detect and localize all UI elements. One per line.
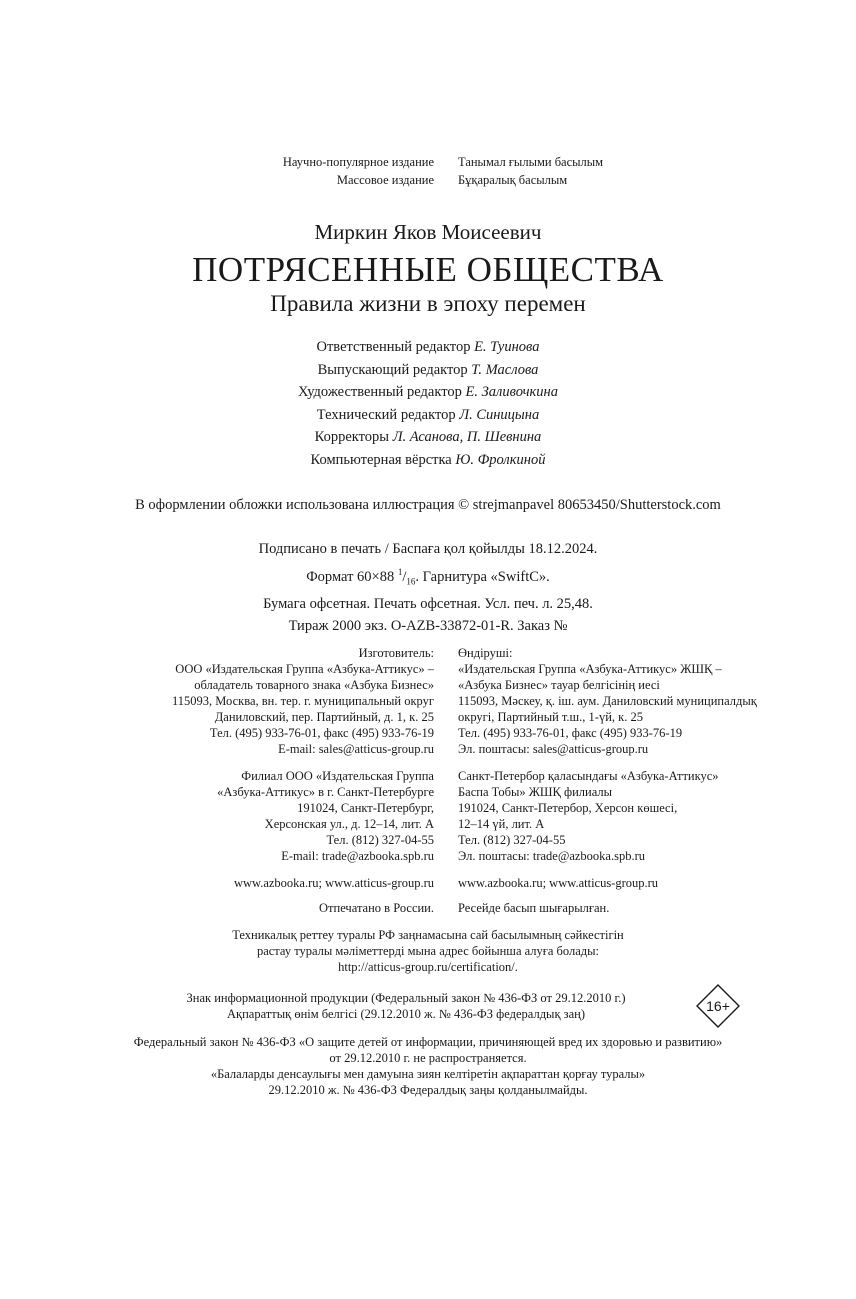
branch-line: 12–14 үй, лит. А: [458, 817, 545, 831]
maker-line: 115093, Мәскеу, қ. іш. аум. Даниловский муниципалдық: [458, 694, 757, 708]
branch-line: Эл. поштасы: trade@azbooka.spb.ru: [458, 849, 646, 863]
certification-line: Техникалық реттеу туралы РФ заңнамасына сай басылымның сәйкестігін: [232, 928, 624, 942]
maker-line: Тел. (495) 933-76-01, факс (495) 933-76-19: [209, 726, 434, 740]
credit-line: Компьютерная вёрстка Ю. Фролкиной: [310, 451, 546, 468]
maker-line: Даниловский, пер. Партийный, д. 1, к. 25: [214, 710, 434, 724]
maker-line: «Издательская Группа «Азбука-Аттикус» ЖШҚ –: [458, 662, 722, 676]
maker-line: E-mail: sales@atticus-group.ru: [278, 742, 434, 756]
credit-line: Технический редактор Л. Синицына: [316, 406, 540, 423]
branch-line: «Азбука-Аттикус» в г. Санкт-Петербурге: [217, 785, 434, 799]
print-info: [0, 538, 856, 638]
certification: [0, 927, 856, 975]
age-rating-text: 16+: [706, 998, 730, 1014]
branch-line: E-mail: trade@azbooka.spb.ru: [281, 849, 434, 863]
branch-line: Тел. (812) 327-04-55: [326, 833, 434, 847]
maker-line: Изготовитель:: [358, 646, 434, 660]
author: Миркин Яков Моисеевич: [314, 220, 542, 244]
branch-line: 191024, Санкт-Петербург,: [297, 801, 434, 815]
credits: [0, 336, 856, 471]
print-run: Тираж 2000 экз. O-AZB-33872-01-R. Заказ №: [288, 618, 568, 635]
credit-line: Художественный редактор Е. Заливочкина: [298, 384, 558, 400]
edition-line: Массовое издание: [336, 173, 434, 187]
branch-line: Тел. (812) 327-04-55: [458, 833, 566, 847]
branch-ru: [90, 768, 434, 864]
branch-line: Баспа Тобы» ЖШҚ филиалы: [458, 785, 612, 799]
maker-line: округі, Партийный т.ш., 1-үй, к. 25: [458, 710, 643, 724]
book-title: ПОТРЯСЕННЫЕ ОБЩЕСТВА: [192, 250, 664, 289]
credit-line: Ответственный редактор Е. Туинова: [316, 339, 540, 355]
federal-law-line: 29.12.2010 ж. № 436-ФЗ Федералдық заңы қолданылмайды.: [268, 1083, 588, 1097]
maker-ru: [90, 645, 434, 757]
print-paper: Бумага офсетная. Печать офсетная. Усл. печ. л. 25,48.: [263, 595, 593, 612]
federal-law: [0, 1034, 856, 1098]
maker-line: обладатель товарного знака «Азбука Бизнес»: [194, 678, 434, 692]
maker-line: «Азбука Бизнес» тауар белгісінің иесі: [458, 678, 660, 692]
edition-kz: [458, 153, 788, 189]
websites-kz: www.azbooka.ru; www.atticus-group.ru: [458, 876, 659, 890]
info-sign: [130, 990, 682, 1022]
federal-law-line: Федеральный закон № 436-ФЗ «О защите детей от информации, причиняющей вред их здоровью и развитию»: [133, 1035, 723, 1049]
edition-line: Бұқаралық басылым: [458, 173, 568, 187]
branch-line: Санкт-Петербор қаласындағы «Азбука-Аттикус»: [458, 769, 719, 783]
federal-law-line: «Балаларды денсаулығы мен дамуына зиян келтіретін ақпараттан қорғау туралы»: [210, 1067, 646, 1081]
branch-line: 191024, Санкт-Петербор, Херсон көшесі,: [458, 801, 678, 815]
maker-line: Эл. поштасы: sales@atticus-group.ru: [458, 742, 649, 756]
credit-line: Выпускающий редактор Т. Маслова: [317, 361, 539, 378]
printed-kz: Ресейде басып шығарылған.: [458, 901, 610, 915]
info-sign-line: Ақпараттық өнім белгісі (29.12.2010 ж. № 436-ФЗ федералдық заң): [227, 1007, 585, 1021]
websites-ru: www.azbooka.ru; www.atticus-group.ru: [233, 876, 434, 890]
edition-line: Танымал ғылыми басылым: [458, 155, 604, 169]
certification-line: http://atticus-group.ru/certification/.: [338, 960, 518, 974]
print-signed: Подписано в печать / Баспаға қол қойылды 18.12.2024.: [258, 541, 598, 557]
maker-kz: [458, 645, 788, 757]
maker-line: Өндіруші:: [458, 646, 513, 660]
maker-line: ООО «Издательская Группа «Азбука-Аттикус» –: [175, 662, 434, 676]
branch-line: Херсонская ул., д. 12–14, лит. А: [264, 817, 434, 831]
age-rating-badge: [696, 984, 740, 1028]
edition-ru: [90, 153, 434, 189]
certification-line: растау туралы мәліметтерді мына адрес бойынша алуға болады:: [256, 944, 600, 958]
credit-line: Корректоры Л. Асанова, П. Шевнина: [314, 429, 542, 445]
printed-ru: Отпечатано в России.: [319, 901, 434, 915]
edition-line: Научно-популярное издание: [282, 155, 434, 169]
book-subtitle: Правила жизни в эпоху перемен: [270, 291, 586, 316]
federal-law-line: от 29.12.2010 г. не распространяется.: [329, 1051, 527, 1065]
info-sign-line: Знак информационной продукции (Федеральный закон № 436-ФЗ от 29.12.2010 г.): [186, 991, 626, 1005]
cover-note: В оформлении обложки использована иллюстрация © strejmanpavel 80653450/Shutterstock.com: [135, 497, 721, 513]
maker-line: 115093, Москва, вн. тер. г. муниципальный округ: [171, 694, 434, 708]
branch-kz: [458, 768, 788, 864]
branch-line: Филиал ООО «Издательская Группа: [241, 769, 434, 783]
maker-line: Тел. (495) 933-76-01, факс (495) 933-76-19: [458, 726, 683, 740]
print-format: Формат 60×88 $^1/_{16}$. Гарнитура «SwiftC».: [306, 566, 550, 587]
